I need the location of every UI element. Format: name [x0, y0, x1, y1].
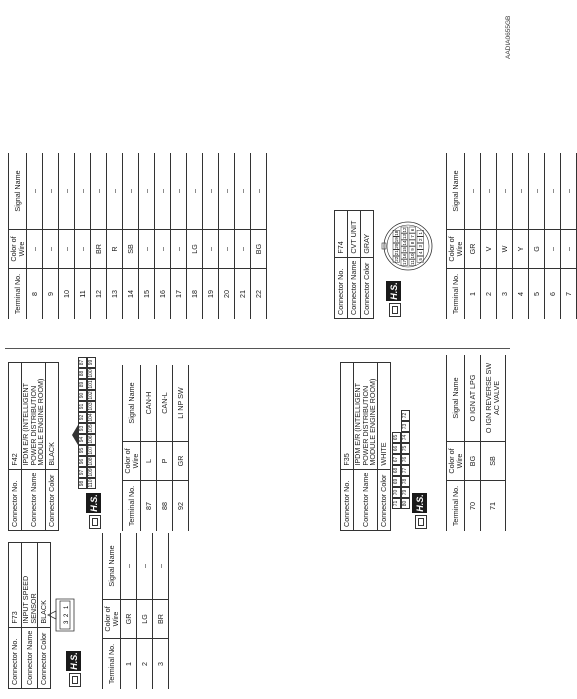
- col-wire: Color of Wire: [9, 230, 27, 269]
- table-row: 2 LG –: [137, 533, 153, 689]
- pin-number: 21: [394, 250, 399, 256]
- col-terminal: Terminal No.: [103, 639, 121, 690]
- table-row: 8 – –: [27, 153, 43, 319]
- pin: 97: [78, 467, 87, 478]
- pin-number: 8: [410, 241, 415, 245]
- label: Connector Color: [377, 469, 390, 530]
- pin: 79: [401, 487, 410, 498]
- table-row: 11 – –: [75, 153, 91, 319]
- label: Connector No.: [335, 257, 348, 318]
- figure-id: AADIA0655GB: [505, 15, 512, 59]
- pin: 104: [88, 413, 94, 422]
- pin: 74: [401, 432, 410, 443]
- pin: 90: [78, 390, 87, 401]
- pin: 99: [87, 357, 96, 368]
- table-row: 3 BR –: [153, 533, 169, 689]
- harness-side-icon: [89, 515, 101, 529]
- connector-no: F74: [335, 210, 348, 257]
- connector-face-f35: [392, 410, 410, 509]
- connector-name: IPDM E/R (INTELLIGENT POWER DISTRIBUTION MODULE ENGINE ROOM): [22, 362, 46, 469]
- pin-number: 15: [402, 246, 407, 253]
- table-row: 13 R –: [107, 153, 123, 319]
- connector-face-f42: [72, 357, 96, 489]
- pin: 87: [78, 357, 87, 368]
- connector-name: CVT UNIT: [348, 210, 361, 257]
- pin: 93: [78, 423, 87, 434]
- table-row: 19 – –: [203, 153, 219, 319]
- pin: 78: [401, 476, 410, 487]
- hs-mark-f42: [86, 493, 101, 529]
- connector-face-f74: [378, 211, 438, 281]
- table-row: 92 GR LI NP SW: [173, 365, 189, 531]
- label: Connector Name: [348, 257, 361, 318]
- col-wire: Color of Wire: [447, 230, 465, 269]
- pin-number: 2: [418, 238, 423, 242]
- pin-number: 11: [410, 260, 415, 265]
- col-terminal: Terminal No.: [447, 269, 465, 320]
- pin-2: 2: [64, 613, 70, 617]
- label: Connector No.: [9, 627, 22, 688]
- connector-face-f73: [42, 593, 80, 637]
- connector-no: F73: [9, 542, 22, 627]
- harness-side-icon: [69, 673, 81, 687]
- col-wire: Color of Wire: [447, 442, 465, 481]
- pin: 91: [78, 401, 87, 412]
- table-row: 9 – –: [43, 153, 59, 319]
- connector-no: F35: [341, 362, 354, 469]
- pin: 110: [88, 479, 94, 488]
- pin: 80: [401, 498, 410, 509]
- pin-number: 22: [394, 256, 399, 262]
- connector-no: F42: [9, 362, 22, 469]
- pin-number: 5: [418, 257, 423, 261]
- terminal-table-f74-continued: [8, 153, 267, 319]
- label: Connector No.: [9, 469, 22, 530]
- terminal-table-f42: [122, 365, 189, 531]
- pin: 89: [78, 379, 87, 390]
- terminal-table-f74: [446, 153, 577, 319]
- table-row: 71 SB O IGN REVERSE SW AC VALVE: [481, 355, 506, 531]
- pin: 65: [392, 432, 401, 443]
- terminal-table-f35: [446, 355, 506, 531]
- connector-info-f74: [334, 210, 374, 319]
- hs-badge: H.S.: [386, 281, 401, 301]
- label: Connector Color: [361, 257, 374, 318]
- table-row: 22 BG –: [251, 153, 267, 319]
- pin: 100: [88, 369, 94, 378]
- col-signal: Signal Name: [123, 365, 141, 442]
- label: Connector Name: [354, 469, 378, 530]
- col-terminal: Terminal No.: [447, 481, 465, 532]
- label: Connector Name: [22, 627, 38, 688]
- pin: 77: [401, 465, 410, 476]
- table-row: 16 – –: [155, 153, 171, 319]
- pin: 92: [78, 412, 87, 423]
- connector-color: GRAY: [361, 210, 374, 257]
- connector-info-f35: [340, 362, 391, 531]
- pin-number: 17: [402, 259, 407, 266]
- pin-number: 12: [402, 227, 407, 233]
- pin: 96: [78, 456, 87, 467]
- hs-badge: H.S.: [86, 493, 101, 513]
- connector-f42: [8, 362, 59, 531]
- pin-1: 1: [64, 605, 70, 609]
- pin-number: 13: [402, 233, 407, 240]
- pin: 66: [392, 443, 401, 454]
- pin: 102: [88, 391, 94, 400]
- pin: 95: [78, 445, 87, 456]
- connector-name: INPUT SPEED SENSOR: [22, 542, 38, 627]
- table-row: 12 BR –: [91, 153, 107, 319]
- pin: 109: [88, 468, 94, 477]
- connector-color: WHITE: [377, 362, 390, 469]
- table-row: 18 LG –: [187, 153, 203, 319]
- col-wire: Color of Wire: [103, 600, 121, 639]
- hs-mark-f74: [386, 281, 401, 317]
- connector-info-f42: [8, 362, 59, 531]
- col-terminal: Terminal No.: [123, 481, 141, 532]
- hs-mark-f73: [66, 651, 81, 687]
- pin: 106: [88, 435, 94, 444]
- connector-name: IPDM E/R (INTELLIGENT POWER DISTRIBUTION MODULE ENGINE ROOM): [354, 362, 378, 469]
- label: Connector Name: [22, 469, 46, 530]
- pin: 68: [392, 465, 401, 476]
- pin: 69: [392, 476, 401, 487]
- hs-badge: H.S.: [66, 651, 81, 671]
- table-row: 17 – –: [171, 153, 187, 319]
- table-row: 3 W –: [497, 153, 513, 319]
- col-signal: Signal Name: [9, 153, 27, 230]
- pin: 72: [401, 410, 410, 421]
- table-row: 10 – –: [59, 153, 75, 319]
- label: Connector No.: [341, 469, 354, 530]
- connector-color: BLACK: [38, 542, 51, 627]
- pin: 101: [88, 380, 94, 389]
- pin: 108: [88, 457, 94, 466]
- label: Connector Color: [45, 469, 58, 530]
- pin-number: 20: [394, 243, 399, 249]
- pin: 107: [88, 446, 94, 455]
- pin: 73: [401, 421, 410, 432]
- pin: 76: [401, 454, 410, 465]
- pin-number: 3: [418, 244, 423, 248]
- pin-number: 9: [410, 248, 415, 251]
- table-row: 88 P CAN-L: [157, 365, 173, 531]
- table-row: 21 – –: [235, 153, 251, 319]
- pin: 105: [88, 424, 94, 433]
- pin: 88: [78, 368, 87, 379]
- hs-badge: H.S.: [412, 493, 427, 513]
- col-signal: Signal Name: [447, 153, 465, 230]
- table-row: 20 – –: [219, 153, 235, 319]
- table-row: 4 Y –: [513, 153, 529, 319]
- harness-side-icon: [415, 515, 427, 529]
- table-row: 87 L CAN-H: [141, 365, 157, 531]
- col-signal: Signal Name: [447, 355, 465, 442]
- table-row: 15 – –: [139, 153, 155, 319]
- connector-color: BLACK: [45, 362, 58, 469]
- col-signal: Signal Name: [103, 533, 121, 600]
- pin-number: 6: [410, 228, 415, 232]
- terminal-table-f73: [102, 533, 169, 689]
- pin-number: 7: [410, 235, 415, 238]
- pin-number: 14: [402, 240, 407, 246]
- pin: 71: [392, 498, 401, 509]
- table-row: 2 V –: [481, 153, 497, 319]
- pin-number: 1: [418, 231, 423, 235]
- pin: 103: [88, 402, 94, 411]
- connector-f74: [334, 210, 374, 319]
- table-row: 1 GR –: [465, 153, 481, 319]
- table-row: 1 GR –: [121, 533, 137, 689]
- pin-number: 18: [394, 230, 399, 236]
- harness-side-icon: [389, 303, 401, 317]
- col-terminal: Terminal No.: [9, 269, 27, 320]
- pin: 75: [401, 443, 410, 454]
- pin: 70: [392, 487, 401, 498]
- pin-3: 3: [64, 620, 70, 624]
- label: Connector Color: [38, 627, 51, 688]
- connector-f35: [340, 362, 391, 531]
- pin: 98: [78, 478, 87, 489]
- section-divider: [5, 348, 510, 349]
- pin-number: 19: [394, 237, 399, 243]
- pin-number: 16: [402, 253, 407, 259]
- table-row: 7 – –: [561, 153, 577, 319]
- col-wire: Color of Wire: [123, 442, 141, 481]
- table-row: 5 G –: [529, 153, 545, 319]
- pin: 94: [78, 434, 87, 445]
- table-row: 14 SB –: [123, 153, 139, 319]
- pin: 67: [392, 454, 401, 465]
- pin-number: 10: [410, 253, 415, 259]
- hs-mark-f35: [412, 493, 427, 529]
- pin-number: 4: [418, 251, 423, 255]
- table-row: 6 – –: [545, 153, 561, 319]
- table-row: 70 BG O IGN AT LPG: [465, 355, 481, 531]
